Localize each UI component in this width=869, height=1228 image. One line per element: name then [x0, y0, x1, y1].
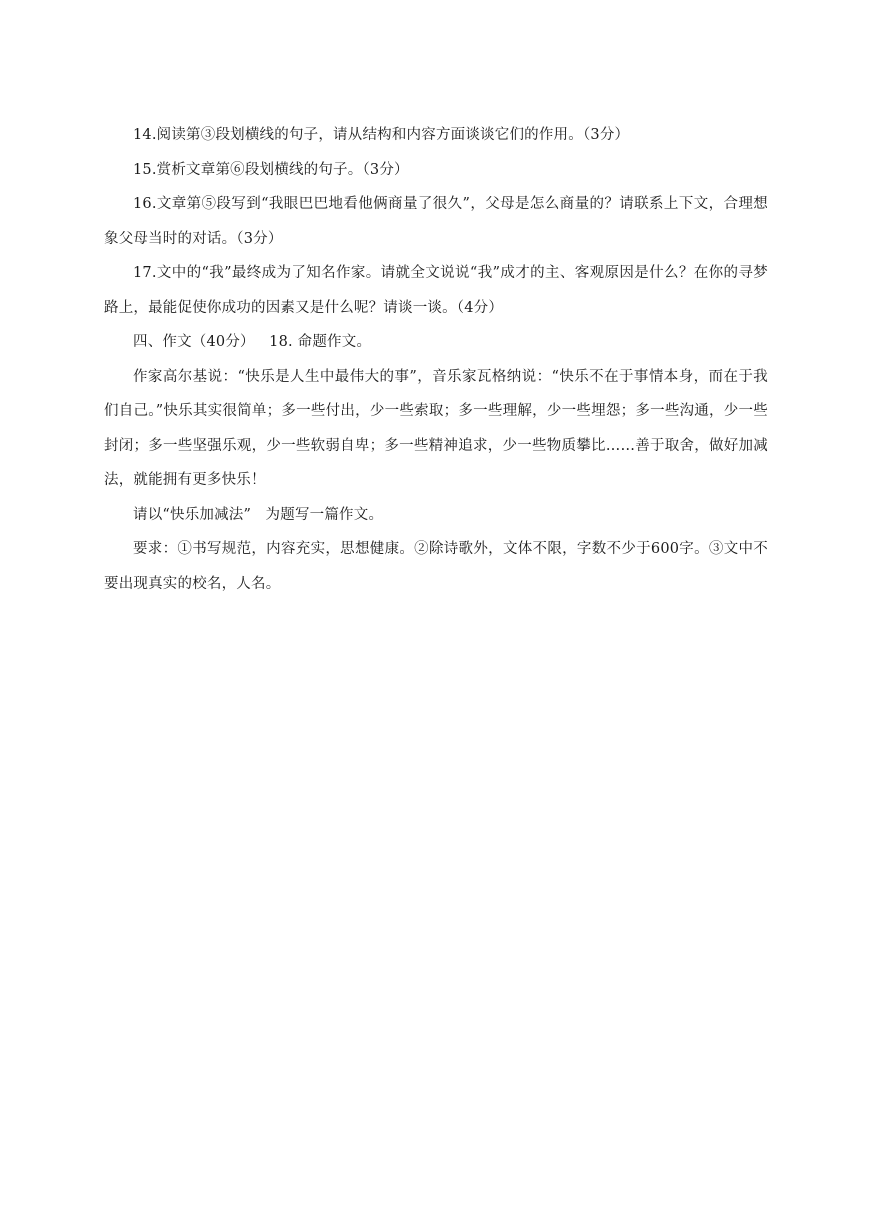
composition-title-instruction: 请以“快乐加减法” 为题写一篇作文。 [133, 506, 384, 523]
composition-requirements: 要求：①书写规范，内容充实，思想健康。②除诗歌外，文体不限，字数不少于600字。③文中不要出现真实的校名，人名。 [104, 541, 768, 592]
document-body [104, 118, 768, 601]
question-14: 14.阅读第③段划横线的句子，请从结构和内容方面谈谈它们的作用。（3分） [133, 127, 630, 143]
section-heading-composition: 四、作文（40分） 18. 命题作文。 [133, 334, 372, 350]
question-17: 17.文中的“我”最终成为了知名作家。请就全文说说“我”成才的主、客观原因是什么？在你的寻梦路上，最能促使你成功的因素又是什么呢？请谈一谈。（4分） [104, 265, 768, 316]
question-16: 16.文章第⑤段写到“我眼巴巴地看他俩商量了很久”，父母是怎么商量的？请联系上下文，合理想象父母当时的对话。（3分） [104, 196, 768, 247]
question-15: 15.赏析文章第⑥段划横线的句子。（3分） [133, 161, 409, 178]
composition-prompt: 作家高尔基说：“快乐是人生中最伟大的事”，音乐家瓦格纳说：“快乐不在于事情本身，而在于我们自己。”快乐其实很简单；多一些付出，少一些索取；多一些理解，少一些埋怨；多一些沟通，少一些封闭；多一些坚强乐观，少一些软弱自卑；多一些精神追求，少一些物质攀比……善于取舍，做好加减法，就能拥有更多快乐！ [104, 368, 768, 488]
